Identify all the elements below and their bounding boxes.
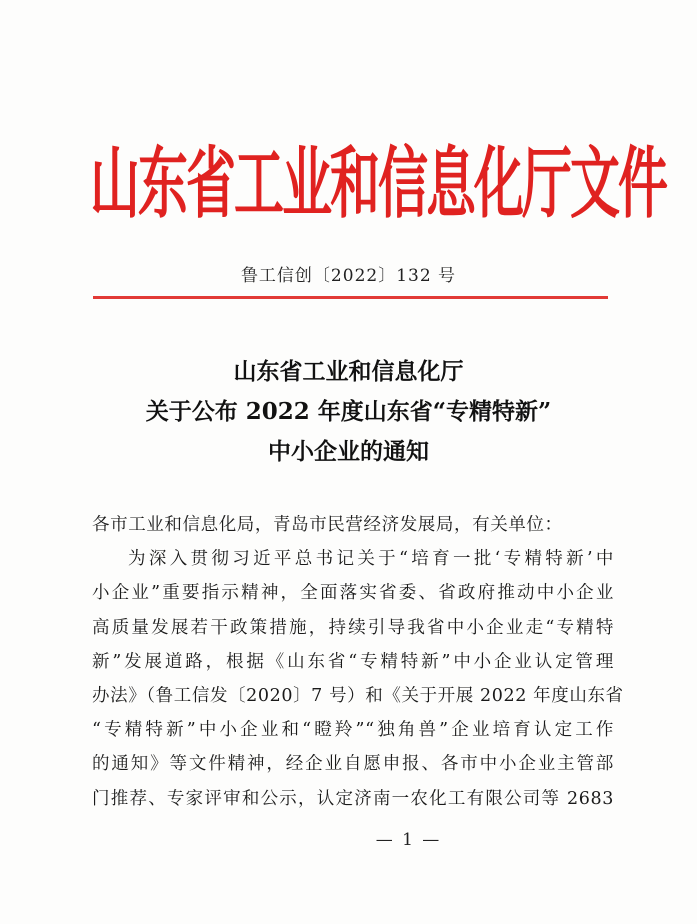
document-number: 鲁工信创〔2022〕132 号 bbox=[240, 266, 457, 286]
paragraph-line: 的通知》等文件精神，经企业自愿申报、各市中小企业主管部 bbox=[92, 754, 614, 775]
title-line-1: 山东省工业和信息化厅 bbox=[233, 358, 464, 385]
page-number: — 1 — bbox=[375, 830, 442, 850]
title-line-2: 关于公布 2022 年度山东省“专精特新” bbox=[145, 398, 552, 425]
document-title bbox=[0, 352, 697, 472]
red-divider-rule bbox=[93, 296, 608, 299]
paragraph-line: 新”发展道路，根据《山东省“专精特新”中小企业认定管理 bbox=[92, 651, 614, 672]
paragraph-line: 门推荐、专家评审和公示，认定济南一农化工有限公司等 2683 bbox=[92, 788, 614, 809]
paragraph-line: 办法》（鲁工信发〔2020〕7 号）和《关于开展 2022 年度山东省 bbox=[92, 686, 624, 707]
document-body bbox=[92, 508, 624, 816]
paragraph-line: 高质量发展若干政策措施，持续引导我省中小企业走“专精特 bbox=[92, 617, 614, 638]
title-line-3: 中小企业的通知 bbox=[268, 438, 429, 465]
salutation: 各市工业和信息化局，青岛市民营经济发展局，有关单位： bbox=[92, 515, 563, 535]
paragraph-line: “专精特新”中小企业和“瞪羚”“独角兽”企业培育认定工作 bbox=[92, 720, 614, 741]
paragraph-line: 小企业”重要指示精神，全面落实省委、省政府推动中小企业 bbox=[92, 583, 614, 604]
document-masthead: 山东省工业和信息化厅文件 bbox=[90, 138, 666, 229]
paragraph-line: 为深入贯彻习近平总书记关于“培育一批‘专精特新’中 bbox=[128, 549, 614, 570]
